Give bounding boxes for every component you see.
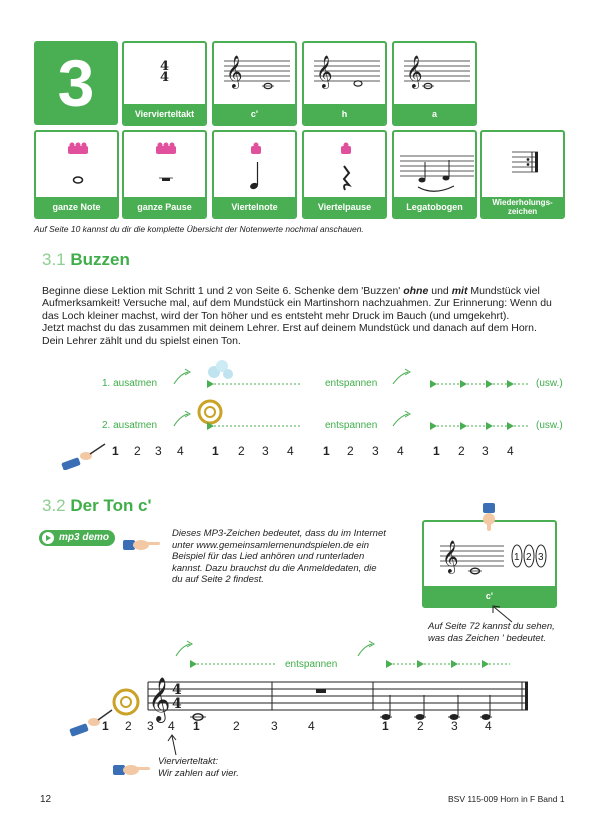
whole-rest-icon: [124, 132, 207, 198]
apostrophe-annotation: Auf Seite 72 kannst du sehen, was das Zeichen ' bedeutet.: [428, 621, 555, 644]
card-note-a: [392, 41, 477, 126]
overview-note: Auf Seite 10 kannst du dir die komplette Übersicht der Notenwerte nochmal anschauen.: [34, 224, 364, 234]
section-31-text: Beginne diese Lektion mit Schritt 1 und 2 von Seite 6. Schenke dem 'Buzzen' ohne und mit Mundstück viel Aufmerksamkeit! Versuche mal, auf dem Mundstück ein Martinshorn nachzuahmen. Zur Erinnerung: Wenn du das Loch kleiner machst, wird der Ton höher und es entsteht mehr Druck im Bauch (und umgekehrt). Jetzt machst du das zusammen mit deinem Lehrer. Erst auf deinem Mundstück und danach auf dem Horn. Dein Lehrer zählt und du spielst einen Ton.: [42, 285, 552, 347]
card-label: ganze Note: [36, 197, 117, 217]
repeat-sign-icon: [482, 132, 565, 198]
horn-icon: [114, 690, 138, 714]
card-label: Legatobogen: [394, 197, 475, 217]
book-reference: BSV 115-009 Horn in F Band 1: [448, 794, 565, 804]
relax-label: entspannen: [325, 378, 378, 389]
quarter-rest-icon: [304, 132, 387, 198]
page-number: 12: [40, 794, 52, 805]
svg-text:4: 4: [172, 696, 182, 712]
lesson-number: 3: [34, 41, 118, 125]
card-whole-rest: [122, 130, 207, 219]
card-label: Wiederholungs- zeichen: [482, 197, 563, 217]
caption-arrow: [166, 733, 186, 757]
card-quarter-rest: [302, 130, 387, 219]
row-1-exhale-label: 1. ausatmen: [102, 378, 158, 389]
card-label: Viertelnote: [214, 197, 295, 217]
card-time-signature: [122, 41, 207, 126]
staff-note-b-icon: [304, 43, 387, 105]
breath-cloud-icon: [208, 360, 233, 379]
card-quarter-note: [212, 130, 297, 219]
card-label: Viertelpause: [304, 197, 385, 217]
play-icon: [42, 532, 54, 544]
pointing-hand-down-icon: [474, 502, 504, 532]
card-label: ganze Pause: [124, 197, 205, 217]
svg-text:𝄞: 𝄞: [316, 55, 333, 88]
svg-text:𝄞: 𝄞: [148, 677, 171, 721]
pointing-hand-icon: [122, 533, 162, 555]
card-slur: [392, 130, 477, 219]
card-note-c: [212, 41, 297, 126]
staff-note-c-icon: [214, 43, 297, 105]
svg-text:3: 3: [538, 552, 544, 563]
relax-label: entspannen: [285, 659, 338, 670]
svg-text:2: 2: [526, 552, 532, 563]
note-card-c: [422, 520, 557, 608]
card-label: h: [304, 104, 385, 124]
horn-icon: [199, 401, 221, 423]
time-signature-icon: 4 4: [160, 59, 170, 85]
card-whole-note: [34, 130, 119, 219]
relax-label: entspannen: [325, 420, 378, 431]
etc-label: (usw.): [536, 378, 563, 389]
svg-text:𝄞: 𝄞: [226, 55, 243, 88]
mp3-demo-badge[interactable]: mp3 demo: [39, 530, 115, 546]
time-signature-caption: Viervierteltakt: Wir zahlen auf vier.: [158, 756, 239, 779]
etc-label: (usw.): [536, 420, 563, 431]
slur-icon: [394, 132, 477, 198]
section-title-buzzen: 3.1 Buzzen: [42, 250, 130, 269]
card-label: a: [394, 104, 475, 124]
card-label: Viervierteltakt: [124, 104, 205, 124]
svg-text:𝄞: 𝄞: [442, 540, 459, 573]
c-note-exercise: [0, 640, 600, 740]
conductor-hand-icon: [61, 444, 105, 470]
staff-note-a-icon: [394, 43, 477, 105]
card-note-h: [302, 41, 387, 126]
svg-text:𝄞: 𝄞: [406, 55, 423, 88]
quarter-note-icon: [214, 132, 297, 198]
whole-note-icon: [36, 132, 119, 198]
row-2-exhale-label: 2. ausatmen: [102, 420, 158, 431]
pointing-hand-icon: [112, 759, 154, 781]
card-label: c': [214, 104, 295, 124]
mp3-explanation: Dieses MP3-Zeichen bedeutet, dass du im Internet unter www.gemeinsamlernenundspielen.de ein Beispiel für das Lied anhören und runterladen kannst. Dazu brauchst du die Anmeldedaten, die du auf Seite 2 findest.: [172, 528, 386, 586]
section-title-ton-c: 3.2 Der Ton c': [42, 496, 152, 515]
svg-text:4: 4: [172, 682, 182, 698]
svg-text:1: 1: [514, 552, 520, 563]
card-repeat-sign: [480, 130, 565, 219]
card-label: c': [424, 586, 555, 606]
